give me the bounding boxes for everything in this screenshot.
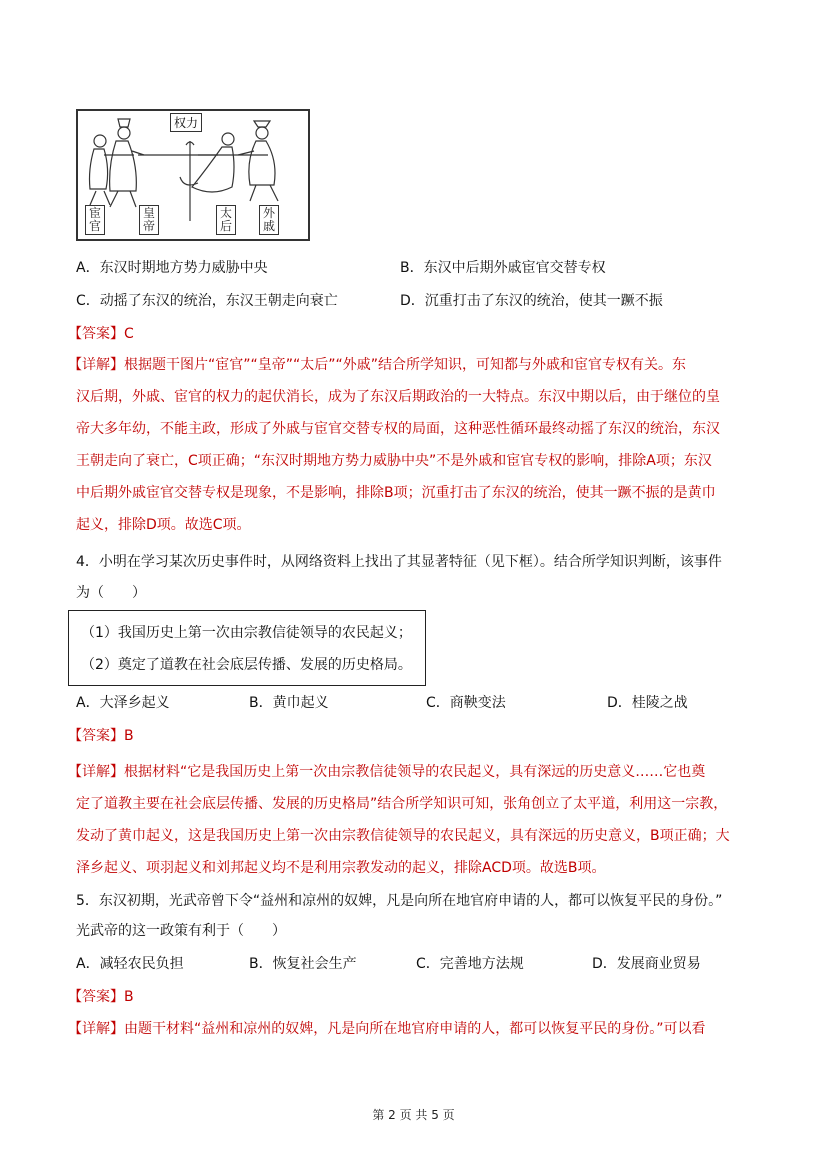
q4-option-a: A．大泽乡起义 xyxy=(76,695,170,711)
q4-feature-box xyxy=(68,610,426,686)
q3-detail-line-1: 【详解】根据题干图片“宦官”“皇帝”“太后”“外戚”结合所学知识，可知都与外戚和宦官专权有关。东 xyxy=(68,357,687,373)
q3-detail-line-2: 汉后期，外戚、宦官的权力的起伏消长，成为了东汉后期政治的一大特点。东汉中期以后，由于继位的皇 xyxy=(76,389,720,405)
relatives-label: 外戚 xyxy=(259,205,279,235)
q4-detail-line-2: 定了道教主要在社会底层传播、发展的历史格局”结合所学知识可知，张角创立了太平道，利用这一宗教， xyxy=(76,796,728,812)
q3-detail-line-3: 帝大多年幼，不能主政，形成了外戚与宦官交替专权的局面，这种恶性循环最终动摇了东汉的统治，东汉 xyxy=(76,421,720,437)
q5-stem-line-1: 5．东汉初期，光武帝曾下令“益州和凉州的奴婢，凡是向所在地官府申请的人，都可以恢复平民的身份。” xyxy=(76,893,723,909)
q4-option-c: C．商鞅变法 xyxy=(426,695,506,711)
q4-detail-line-3: 发动了黄巾起义，这是我国历史上第一次由宗教信徒领导的农民起义，具有深远的历史意义，B项正确；大 xyxy=(76,828,730,844)
q5-detail-line-1: 【详解】由题干材料“益州和凉州的奴婢，凡是向所在地官府申请的人，都可以恢复平民的身份。”可以看 xyxy=(68,1021,706,1037)
q4-feature-1: （1）我国历史上第一次由宗教信徒领导的农民起义； xyxy=(81,625,412,641)
answer-tag: 【答案】 xyxy=(68,989,124,1005)
answer-value: C xyxy=(124,326,134,342)
q4-option-d: D．桂陵之战 xyxy=(607,695,688,711)
q4-option-b: B．黄巾起义 xyxy=(249,695,329,711)
answer-tag: 【答案】 xyxy=(68,728,124,744)
q4-detail-line-4: 泽乡起义、项羽起义和刘邦起义均不是利用宗教发动的起义，排除ACD项。故选B项。 xyxy=(76,860,606,876)
q4-stem-line-2: 为（ ） xyxy=(76,585,146,601)
detail-tag: 【详解】 xyxy=(68,1021,124,1037)
q4-feature-2: （2）奠定了道教在社会底层传播、发展的历史格局。 xyxy=(81,657,412,673)
q3-answer xyxy=(68,325,134,343)
q3-detail-line-6: 起义，排除D项。故选C项。 xyxy=(76,517,251,533)
q5-stem-line-2: 光武帝的这一政策有利于（ ） xyxy=(76,923,286,939)
q5-option-d: D．发展商业贸易 xyxy=(592,956,701,972)
q5-option-a: A．减轻农民负担 xyxy=(76,956,184,972)
empress-dowager-label: 太后 xyxy=(216,205,236,235)
power-struggle-illustration xyxy=(76,109,310,241)
power-label: 权力 xyxy=(170,113,202,132)
q3-option-c: C．动摇了东汉的统治，东汉王朝走向衰亡 xyxy=(76,293,338,309)
q5-option-c: C．完善地方法规 xyxy=(416,956,524,972)
emperor-label: 皇帝 xyxy=(139,205,159,235)
q5-option-b: B．恢复社会生产 xyxy=(249,956,357,972)
q3-option-a: A．东汉时期地方势力威胁中央 xyxy=(76,260,268,276)
q3-option-b: B．东汉中后期外戚宦官交替专权 xyxy=(400,260,606,276)
answer-value: B xyxy=(124,728,134,744)
q3-detail-line-5: 中后期外戚宦官交替专权是现象，不是影响，排除B项；沉重打击了东汉的统治，使其一蹶不振的是黄巾 xyxy=(76,485,716,501)
detail-tag: 【详解】 xyxy=(68,357,124,373)
page-footer: 第 2 页 共 5 页 xyxy=(372,1108,455,1122)
eunuch-label: 宦官 xyxy=(85,205,105,235)
q5-answer xyxy=(68,988,134,1006)
q4-answer xyxy=(68,727,134,745)
detail-tag: 【详解】 xyxy=(68,764,124,780)
q4-detail-line-1: 【详解】根据材料“它是我国历史上第一次由宗教信徒领导的农民起义，具有深远的历史意义……它也奠 xyxy=(68,764,706,780)
q4-stem-line-1: 4．小明在学习某次历史事件时，从网络资料上找出了其显著特征（见下框）。结合所学知识判断，该事件 xyxy=(76,554,722,570)
answer-tag: 【答案】 xyxy=(68,326,124,342)
answer-value: B xyxy=(124,989,134,1005)
q3-option-d: D．沉重打击了东汉的统治，使其一蹶不振 xyxy=(400,293,663,309)
q3-detail-line-4: 王朝走向了衰亡，C项正确；“东汉时期地方势力威胁中央”不是外戚和宦官专权的影响，排除A项；东汉 xyxy=(76,453,712,469)
